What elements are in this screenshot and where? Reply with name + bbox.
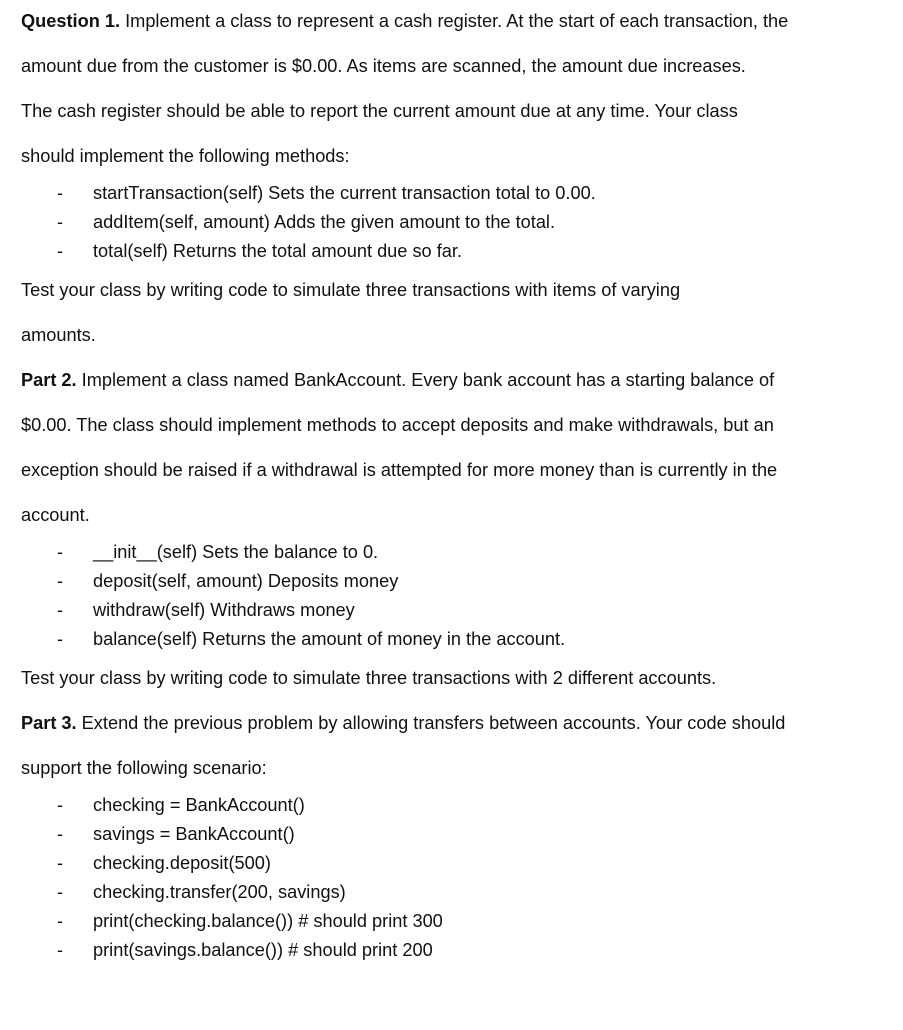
method-text: balance(self) Returns the amount of money in the account. bbox=[93, 629, 566, 649]
part2-label: Part 2. bbox=[21, 370, 77, 390]
part2-line-2: $0.00. The class should implement methods to accept deposits and make withdrawals, but an bbox=[21, 415, 774, 435]
list-item bbox=[21, 791, 883, 820]
part3-line-1 bbox=[21, 701, 883, 746]
list-item bbox=[21, 907, 883, 936]
part3-line-2: support the following scenario: bbox=[21, 758, 267, 778]
method-text: deposit(self, amount) Deposits money bbox=[93, 571, 399, 591]
part2-line-4: account. bbox=[21, 505, 90, 525]
code-text: checking = BankAccount() bbox=[93, 795, 305, 815]
code-text: checking.deposit(500) bbox=[93, 853, 271, 873]
list-item bbox=[21, 878, 883, 907]
bullet-dash: - bbox=[57, 882, 64, 902]
code-text: print(checking.balance()) # should print 300 bbox=[93, 911, 443, 931]
question1-test-line-2: amounts. bbox=[21, 325, 96, 345]
method-text: __init__(self) Sets the balance to 0. bbox=[93, 542, 379, 562]
question1-methods-list bbox=[21, 179, 883, 266]
bullet-dash: - bbox=[57, 600, 64, 620]
part2-methods-list bbox=[21, 538, 883, 654]
question1-label: Question 1. bbox=[21, 11, 121, 31]
part3-code-list bbox=[21, 791, 883, 965]
code-text: savings = BankAccount() bbox=[93, 824, 295, 844]
bullet-dash: - bbox=[57, 542, 64, 562]
list-item bbox=[21, 567, 883, 596]
question1-line-1 bbox=[21, 0, 883, 44]
list-item bbox=[21, 820, 883, 849]
question1-line-4: should implement the following methods: bbox=[21, 146, 350, 166]
bullet-dash: - bbox=[57, 183, 64, 203]
list-item bbox=[21, 538, 883, 567]
part2-line-1 bbox=[21, 358, 883, 403]
list-item bbox=[21, 936, 883, 965]
bullet-dash: - bbox=[57, 853, 64, 873]
code-text: checking.transfer(200, savings) bbox=[93, 882, 346, 902]
method-text: addItem(self, amount) Adds the given amount to the total. bbox=[93, 212, 556, 232]
bullet-dash: - bbox=[57, 940, 64, 960]
bullet-dash: - bbox=[57, 241, 64, 261]
bullet-dash: - bbox=[57, 824, 64, 844]
part2-text-1: Implement a class named BankAccount. Every bank account has a starting balance of bbox=[81, 370, 775, 390]
list-item bbox=[21, 179, 883, 208]
question1-line-2: amount due from the customer is $0.00. As items are scanned, the amount due increases. bbox=[21, 56, 746, 76]
part2-line-3: exception should be raised if a withdrawal is attempted for more money than is currently in the bbox=[21, 460, 778, 480]
list-item bbox=[21, 237, 883, 266]
method-text: total(self) Returns the total amount due so far. bbox=[93, 241, 462, 261]
list-item bbox=[21, 596, 883, 625]
bullet-dash: - bbox=[57, 629, 64, 649]
part2-test-line: Test your class by writing code to simulate three transactions with 2 different accounts. bbox=[21, 668, 717, 688]
list-item bbox=[21, 849, 883, 878]
bullet-dash: - bbox=[57, 795, 64, 815]
question1-text-1: Implement a class to represent a cash register. At the start of each transaction, the bbox=[125, 11, 789, 31]
code-text: print(savings.balance()) # should print 200 bbox=[93, 940, 433, 960]
bullet-dash: - bbox=[57, 911, 64, 931]
method-text: withdraw(self) Withdraws money bbox=[93, 600, 355, 620]
part3-label: Part 3. bbox=[21, 713, 77, 733]
list-item bbox=[21, 625, 883, 654]
bullet-dash: - bbox=[57, 571, 64, 591]
question1-line-3: The cash register should be able to report the current amount due at any time. Your class bbox=[21, 101, 738, 121]
bullet-dash: - bbox=[57, 212, 64, 232]
method-text: startTransaction(self) Sets the current transaction total to 0.00. bbox=[93, 183, 596, 203]
part3-text-1: Extend the previous problem by allowing transfers between accounts. Your code should bbox=[81, 713, 786, 733]
question1-test-line-1: Test your class by writing code to simulate three transactions with items of varying bbox=[21, 280, 681, 300]
list-item bbox=[21, 208, 883, 237]
